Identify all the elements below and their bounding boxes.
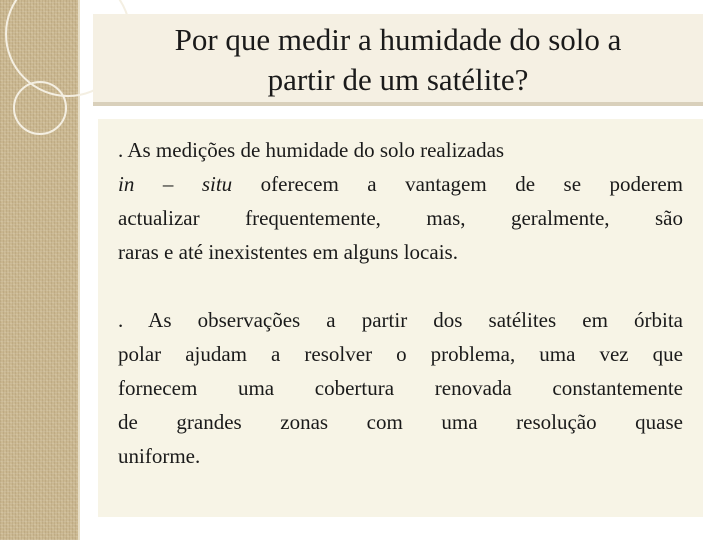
paragraph-2-line-5: uniforme.	[118, 444, 201, 468]
paragraph-insitu	[98, 133, 703, 269]
paragraph-2-line-2: polar ajudam a resolver o problema, uma vez que	[118, 342, 683, 366]
paragraph-2-line-4: de grandes zonas com uma resolução quase	[118, 410, 683, 434]
paragraph-1-line-2-rest: oferecem a vantagem de se poderem	[232, 172, 683, 196]
paragraph-1-line-2	[118, 167, 683, 201]
slide-title-line-2: partir de um satélite?	[267, 62, 529, 97]
paragraph-satellite	[98, 303, 703, 473]
paragraph-1-line-3: actualizar frequentemente, mas, geralmente, são	[118, 206, 683, 230]
paragraph-2-line-1: . As observações a partir dos satélites em órbita	[118, 308, 683, 332]
paragraph-1-line-1: . As medições de humidade do solo realizadas	[118, 138, 505, 162]
slide-title-line-1: Por que medir a humidade do solo a	[174, 22, 622, 57]
paragraph-2-line-3: fornecem uma cobertura renovada constantemente	[118, 376, 683, 400]
paragraph-1-line-4: raras e até inexistentes em alguns locais.	[118, 240, 458, 264]
slide-title	[93, 14, 703, 100]
title-box	[93, 14, 703, 102]
content-box	[98, 119, 703, 517]
italic-insitu: in – situ	[118, 172, 233, 196]
